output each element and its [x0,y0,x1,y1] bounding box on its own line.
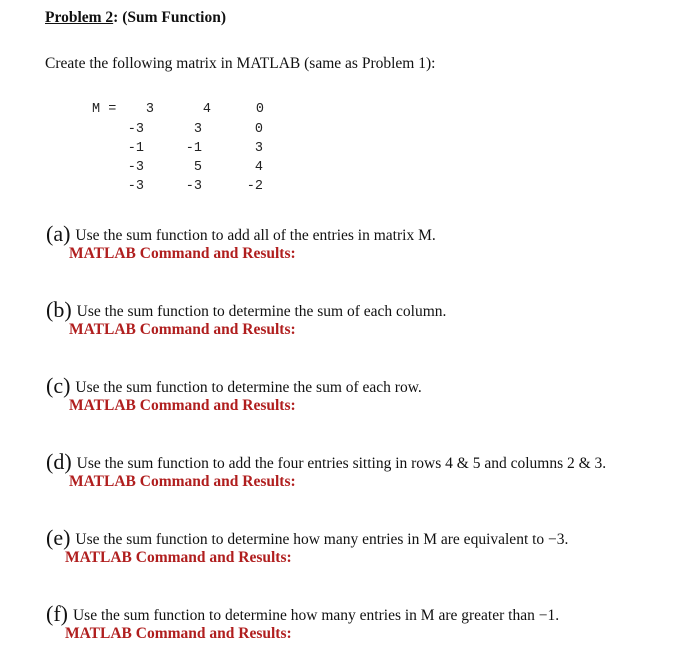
problem-title [45,9,226,27]
answer-label: MATLAB Command and Results: [69,473,296,490]
intro-text: Create the following matrix in MATLAB (same as Problem 1): [45,55,436,72]
question-letter: (b) [46,297,72,322]
question-text: Use the sum function to determine how many entries in M are equivalent to −3. [75,531,569,548]
answer-label: MATLAB Command and Results: [69,397,296,414]
question-letter: (e) [46,525,71,550]
matrix-cell: -3 [185,179,202,194]
question-letter: (c) [46,373,71,398]
matrix-cell: 5 [193,160,202,175]
matrix-cell: -1 [185,141,202,156]
problem-subtitle: : (Sum Function) [113,9,226,26]
matrix-cell: -3 [127,160,144,175]
matrix-cell: -3 [127,179,144,194]
matrix-label: M = [92,102,117,117]
matrix-cell: 4 [202,102,211,117]
question-text: Use the sum function to add the four entries sitting in rows 4 & 5 and columns 2 & 3. [76,455,607,472]
matrix-cell: 3 [254,141,263,156]
question-a [46,221,436,247]
matrix-cell: -2 [246,179,263,194]
question-b [46,297,446,323]
question-c [46,373,422,399]
matrix-cell: -1 [127,141,144,156]
matrix-cell: 3 [193,122,202,137]
question-letter: (f) [46,601,68,626]
problem-number: Problem 2 [45,9,114,26]
matrix-cell: 0 [254,122,263,137]
answer-label: MATLAB Command and Results: [69,245,296,262]
question-letter: (a) [46,221,71,246]
question-f [46,601,559,627]
answer-label: MATLAB Command and Results: [69,321,296,338]
question-text: Use the sum function to determine the sum of each row. [75,379,422,396]
answer-label: MATLAB Command and Results: [65,549,292,566]
question-text: Use the sum function to add all of the entries in matrix M. [75,227,436,244]
question-e [46,525,568,551]
question-text: Use the sum function to determine the sum of each column. [76,303,447,320]
matrix-cell: 4 [254,160,263,175]
question-text: Use the sum function to determine how many entries in M are greater than −1. [72,607,560,624]
question-d [46,449,606,475]
question-letter: (d) [46,449,72,474]
answer-label: MATLAB Command and Results: [65,625,292,642]
matrix-cell: 3 [145,102,154,117]
matrix-cell: -3 [127,122,144,137]
matrix-cell: 0 [255,102,264,117]
